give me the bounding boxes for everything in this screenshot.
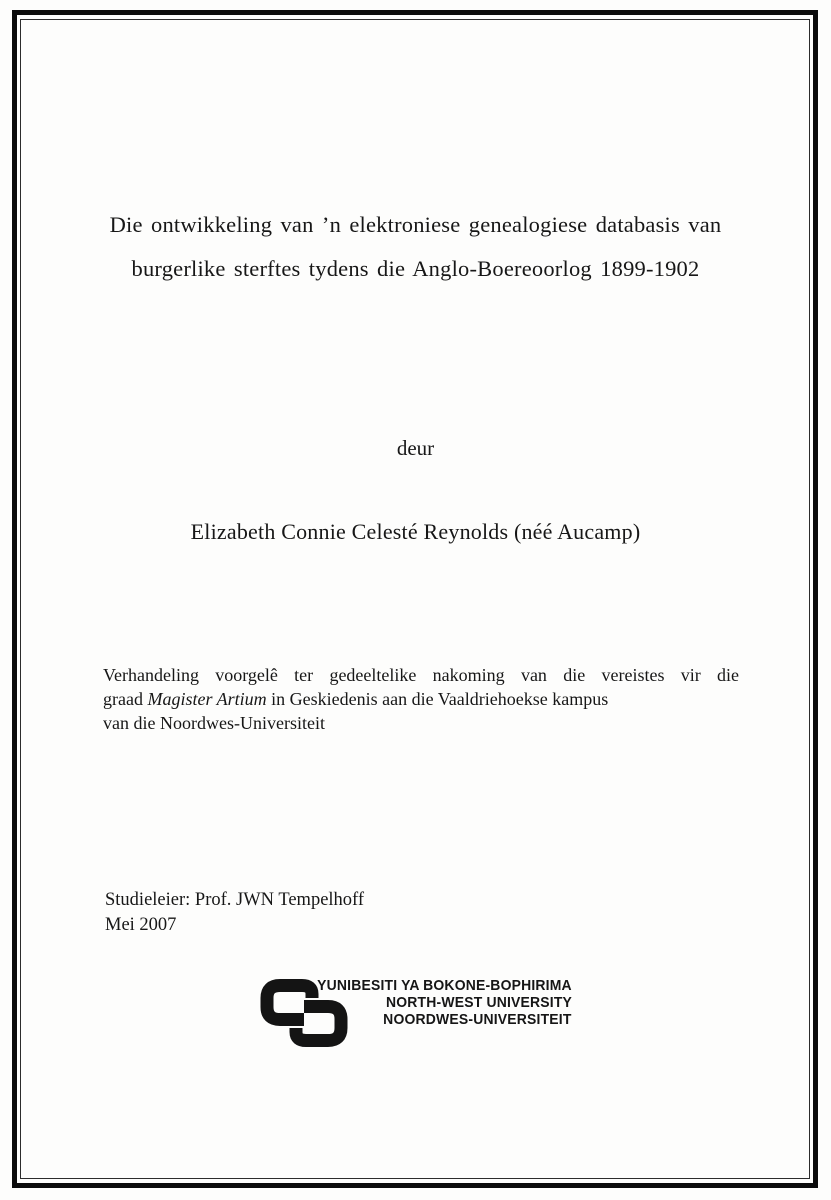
submission-statement-line1: Verhandeling voorgelê ter gedeeltelike nakoming van die vereistes vir die: [103, 665, 739, 685]
supervisor-block: [105, 888, 364, 938]
nwu-logo-wordmark: [298, 977, 572, 1029]
submission-statement-line2-suffix: in Geskiedenis aan die Vaaldriehoekse kampus: [266, 689, 609, 709]
date-line: Mei 2007: [105, 915, 177, 935]
nwu-name-afrikaans: NOORDWES-UNIVERSITEIT: [383, 1011, 572, 1029]
nwu-name-setswana: YUNIBESITI YA BOKONE-BOPHIRIMA: [317, 977, 572, 994]
submission-statement: [103, 663, 739, 735]
nwu-name-english: NORTH-WEST UNIVERSITY: [385, 994, 572, 1012]
thesis-title-line2: burgerlike sterftes tydens die Anglo-Boereoorlog 1899-1902: [131, 256, 700, 281]
degree-name-italic: Magister Artium: [147, 689, 267, 709]
submission-statement-line2: [103, 687, 739, 711]
submission-statement-line3: van die Noordwes-Universiteit: [103, 713, 325, 733]
byline-deur: deur: [396, 436, 435, 460]
author-name: Elizabeth Connie Celesté Reynolds (néé Aucamp): [190, 519, 641, 544]
submission-statement-line2-prefix: graad: [103, 689, 148, 709]
thesis-title-line1: Die ontwikkeling van ’n elektroniese genealogiese databasis van: [109, 212, 722, 237]
supervisor-line: Studieleier: Prof. JWN Tempelhoff: [105, 890, 365, 910]
